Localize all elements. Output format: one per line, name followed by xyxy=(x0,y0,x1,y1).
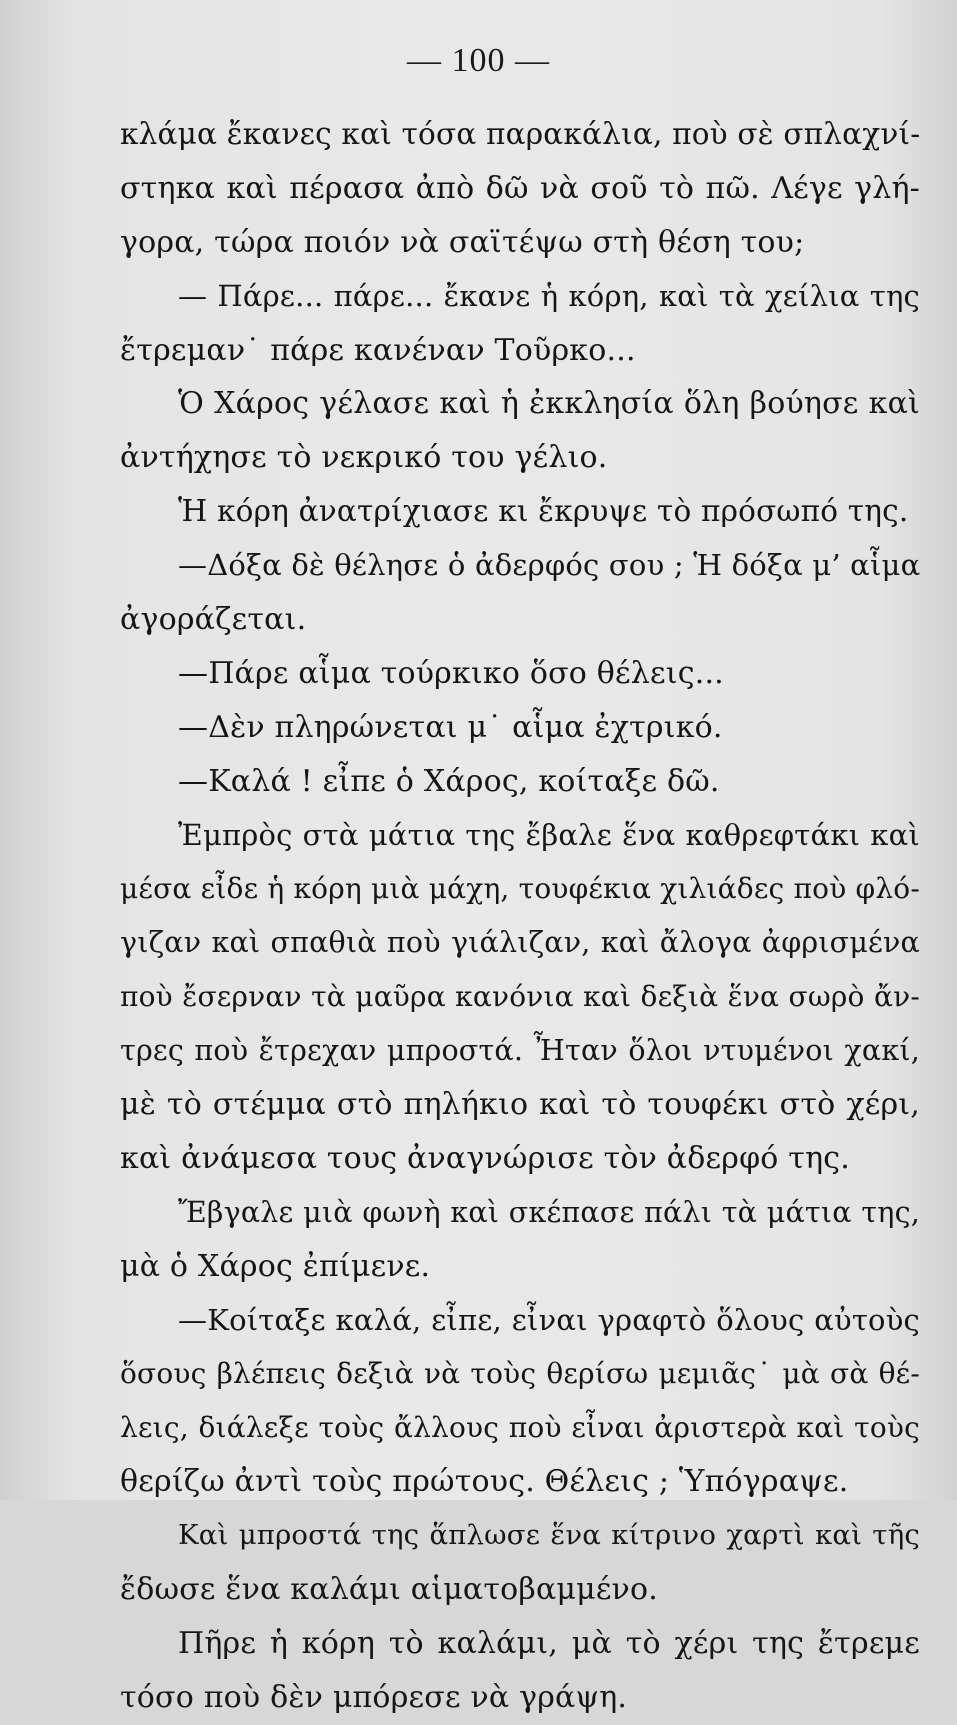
text-line: στηκα καὶ πέρασα ἀπὸ δῶ νὰ σοῦ τὸ πῶ. Λέγε γλή- xyxy=(120,170,920,206)
text-line: γορα, τώρα ποιόν νὰ σαϊτέψω στὴ θέση του; xyxy=(120,224,805,260)
body-text xyxy=(120,108,920,1725)
text-line: Ἡ κόρη ἀνατρίχιασε κι ἔκρυψε τὸ πρόσωπό της. xyxy=(178,494,909,529)
text-line: — Πάρε... πάρε... ἔκανε ἡ κόρη, καὶ τὰ χείλια της xyxy=(178,278,920,313)
text-line: θερίζω ἀντὶ τοὺς πρώτους. Θέλεις ; Ὑπόγραψε. xyxy=(120,1464,849,1500)
page-number: — 100 — xyxy=(407,42,550,79)
text-line: τόσο ποὺ δὲν μπόρεσε νὰ γράψη. xyxy=(120,1679,628,1715)
text-line: ἀντήχησε τὸ νεκρικό του γέλιο. xyxy=(120,440,608,476)
text-line: ὅσους βλέπεις δεξιὰ νὰ τοὺς θερίσω μεμιᾶς˙ μὰ σὰ θέ- xyxy=(120,1357,920,1391)
text-line: μὰ ὁ Χάρος ἐπίμενε. xyxy=(120,1248,431,1284)
text-line: μέσα εἶδε ἡ κόρη μιὰ μάχη, τουφέκια χιλιάδες ποὺ φλό- xyxy=(120,872,920,906)
text-line: λεις, διάλεξε τοὺς ἄλλους ποὺ εἶναι ἀριστερὰ καὶ τοὺς xyxy=(120,1411,920,1445)
text-line: —Πάρε αἷμα τούρκικο ὅσο θέλεις... xyxy=(178,655,724,691)
text-line: μὲ τὸ στέμμα στὸ πηλήκιο καὶ τὸ τουφέκι στὸ χέρι, xyxy=(120,1087,920,1123)
text-line: γιζαν καὶ σπαθιὰ ποὺ γιάλιζαν, καὶ ἄλογα ἀφρισμένα xyxy=(120,926,920,960)
text-line: —Καλά ! εἶπε ὁ Χάρος, κοίταξε δῶ. xyxy=(178,763,720,799)
text-line: —Δὲν πληρώνεται μ˙ αἷμα ἐχτρικό. xyxy=(178,709,723,745)
text-line: ποὺ ἔσερναν τὰ μαῦρα κανόνια καὶ δεξιὰ ἕνα σωρὸ ἄν- xyxy=(120,980,920,1014)
text-line: Ὁ Χάρος γέλασε καὶ ἡ ἐκκλησία ὅλη βούησε καὶ xyxy=(178,386,920,422)
text-line: —Δόξα δὲ θέλησε ὁ ἀδερφός σου ; Ἡ δόξα μ’ αἷμα xyxy=(178,548,921,583)
text-line: τρες ποὺ ἔτρεχαν μπροστά. Ἦταν ὅλοι ντυμένοι χακί, xyxy=(120,1034,920,1068)
text-line: ἔτρεμαν˙ πάρε κανέναν Τοῦρκο... xyxy=(120,332,636,368)
text-line: Πῆρε ἡ κόρη τὸ καλάμι, μὰ τὸ χέρι της ἔτρεμε xyxy=(178,1625,920,1661)
text-line: ἔδωσε ἕνα καλάμι αἱματοβαμμένο. xyxy=(120,1572,658,1608)
text-line: Ἔβγαλε μιὰ φωνὴ καὶ σκέπασε πάλι τὰ μάτια της, xyxy=(178,1195,920,1229)
text-line: Καὶ μπροστά της ἅπλωσε ἕνα κίτρινο χαρτὶ καὶ τῆς xyxy=(178,1519,920,1552)
text-line: καὶ ἀνάμεσα τους ἀναγνώρισε τὸν ἀδερφό της. xyxy=(120,1140,850,1176)
text-line: ἀγοράζεται. xyxy=(120,602,307,638)
text-line: κλάμα ἔκανες καὶ τόσα παρακάλια, ποὺ σὲ σπλαχνί- xyxy=(120,117,921,151)
text-line: Ἐμπρὸς στὰ μάτια της ἔβαλε ἕνα καθρεφτάκι καὶ xyxy=(178,817,920,852)
text-line: —Κοίταξε καλά, εἶπε, εἶναι γραφτὸ ὅλους αὐτοὺς xyxy=(178,1302,920,1337)
